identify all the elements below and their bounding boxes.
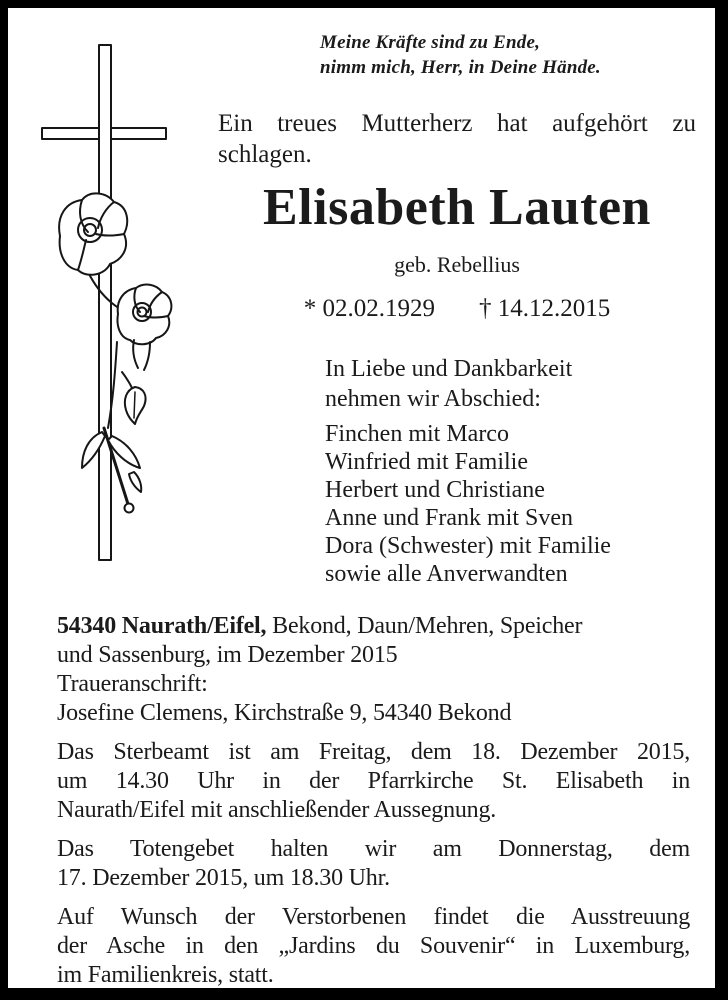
ashes-paragraph — [57, 903, 690, 990]
mourner-item: sowie alle Anverwandten — [325, 561, 568, 587]
mourner-item: Anne und Frank mit Sven — [325, 505, 573, 531]
mourner-item: Herbert und Christiane — [325, 477, 545, 503]
birth-date: * 02.02.1929 — [303, 295, 435, 322]
prayer-line1: Das Totengebet halten wir am Donnerstag, dem — [57, 836, 690, 862]
ashes-line3: im Familienkreis, statt. — [57, 962, 274, 988]
funeral-service-paragraph — [57, 738, 690, 825]
deceased-name: Elisabeth Lauten — [263, 179, 651, 236]
service-line3: Naurath/Eifel mit anschließender Aussegnung. — [57, 797, 497, 823]
mourner-item: Dora (Schwester) mit Familie — [325, 533, 611, 559]
service-line1: Das Sterbeamt ist am Freitag, dem 18. Dezember 2015, — [57, 739, 690, 765]
mourner-item: Winfried mit Familie — [325, 449, 528, 475]
intro-line1: Ein treues Mutterherz hat aufgehört zu — [218, 110, 696, 137]
epitaph-quote-line1: Meine Kräfte sind zu Ende, — [320, 32, 541, 53]
cross-with-roses-icon — [38, 44, 208, 569]
mourners-list — [325, 420, 696, 588]
cross-roses-illustration — [38, 44, 208, 569]
ashes-line2: der Asche in den „Jardins du Souvenir“ in Luxemburg, — [57, 933, 690, 959]
ashes-line1: Auf Wunsch der Verstorbenen findet die Ausstreuung — [57, 904, 690, 930]
service-line2: um 14.30 Uhr in der Pfarrkirche St. Elisabeth in — [57, 768, 690, 794]
address-bold-lead: 54340 Naurath/Eifel, — [57, 613, 267, 639]
notice-right-column — [218, 30, 696, 588]
death-date: † 14.12.2015 — [479, 295, 611, 322]
address-paragraph — [57, 612, 690, 728]
intro-line2: schlagen. — [218, 141, 312, 168]
farewell-line1: In Liebe und Dankbarkeit — [325, 356, 573, 382]
address-line1-rest: Bekond, Daun/Mehren, Speicher — [266, 613, 583, 639]
notice-details-section — [57, 612, 690, 990]
farewell-statement — [325, 354, 696, 414]
life-dates — [218, 294, 696, 324]
epitaph-quote-line2: nimm mich, Herr, in Deine Hände. — [320, 57, 601, 78]
epitaph-quote — [320, 30, 696, 80]
address-line2: und Sassenburg, im Dezember 2015 — [57, 642, 398, 668]
condolence-address: Josefine Clemens, Kirchstraße 9, 54340 Bekond — [57, 700, 512, 726]
intro-sentence — [218, 108, 696, 170]
condolence-address-label: Traueranschrift: — [57, 671, 208, 697]
farewell-line2: nehmen wir Abschied: — [325, 386, 541, 412]
notice-content — [8, 8, 715, 988]
prayer-line2: 17. Dezember 2015, um 18.30 Uhr. — [57, 865, 390, 891]
maiden-name: geb. Rebellius — [394, 252, 520, 277]
mourner-item: Finchen mit Marco — [325, 421, 509, 447]
prayer-paragraph — [57, 835, 690, 893]
address-line1 — [57, 612, 690, 641]
